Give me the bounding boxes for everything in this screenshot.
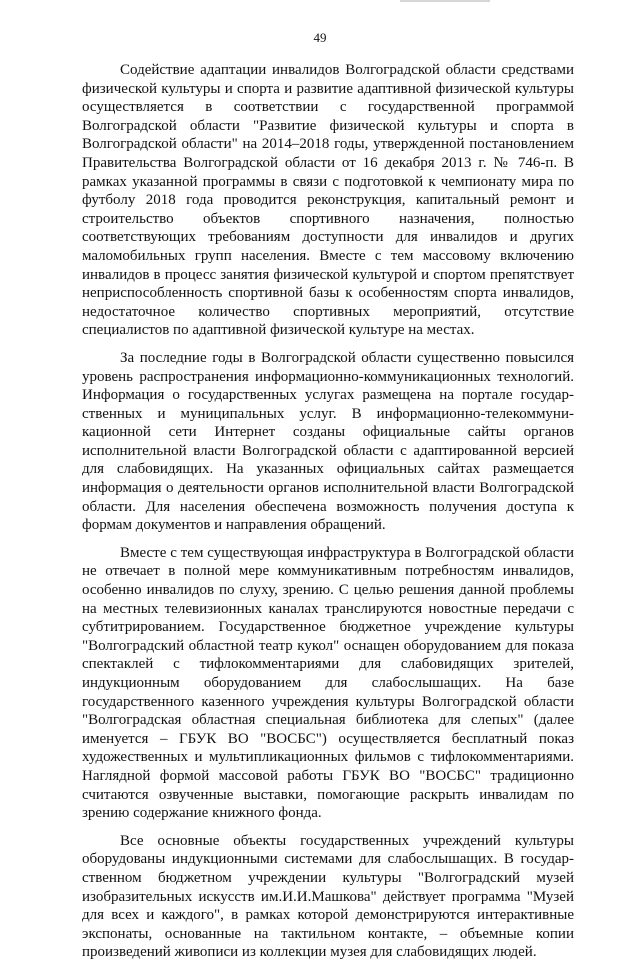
document-body [82, 61, 574, 962]
paragraph-culture-institutions: Все основные объекты государственных учреждений культуры оборудованы индукционными системами для слабослышащих. В государственном бюджетном учреждении культуры "Волгоградский музей изобразительных искусств им.И.И.Машкова" действует программа "Музей для всех и каждого", в рамках которой демонстрируются интерактивные экспонаты, основанные на тактильном контакте, – объемные копии произведений живописи из коллекции музея для слабовидящих людей. [82, 832, 574, 961]
paragraph-gap [82, 823, 574, 832]
scan-edge-mark [400, 0, 490, 2]
paragraph-gap [82, 340, 574, 349]
paragraph-sport-adaptation: Содействие адаптации инвалидов Волгоградской области средствами физической культуры и спорта и развитие адаптивной физической культуры осуществляется в соответствии с государственной программой Волгоградской области "Развитие физической культуры и спорта в Волгоградской области" на 2014–2018 годы, утвержденной постановлением Правительства Волгоградской области от 16 декабря 2013 г. № 746-п. В рамках указанной программы в связи с подготовкой к чемпионату мира по футболу 2018 года проводится реконструкция, капитальный ремонт и строительство объектов спортивного назначения, полностью соответствующих требованиям доступности для инвалидов и других маломобильных групп населения. Вместе с тем массовому включению инвалидов в процесс занятия физической культурой и спортом препятствует неприспособленность спортивной базы к особенностям спорта инвалидов, недостаточное количество спортивных мероприятий, отсутствие специалистов по адаптивной физической культуре на местах. [82, 62, 574, 339]
page-number: 49 [313, 30, 327, 45]
paragraph-communication-infrastructure: Вместе с тем существующая инфраструктура в Волгоградской области не отвечает в полной мере коммуникативным потребностям инвалидов, особенно инвалидов по слуху, зрению. С целью решения данной проблемы на местных телевизионных каналах транслируются новостные передачи с субтитрированием. Государственное бюджетное учреждение культуры "Волгоградский областной театр кукол" оснащен оборудованием для показа спектаклей с тифлокомментариями для слабовидящих зрителей, индукционным оборудованием для слабослышащих. На базе государственного казенного учреждения культуры Волгоградской области "Волгоградская областная специальная библиотека для слепых" (далее именуется – ГБУК ВО "ВОСБС") осуществляется бесплатный показ художественных и мультипликационных фильмов с тифлокомментариями. Наглядной формой массовой работы ГБУК ВО "ВОСБС" традиционно считаются озвученные выставки, помогающие раскрыть инвалидам по зрению содержание книжного фонда. [82, 544, 574, 822]
paragraph-ict-access: За последние годы в Волгоградской области существенно повысился уровень распространения информационно-коммуникационных технологий. Информация о государственных услугах размещена на портале государственных и муниципальных услуг. В информационно-телекоммуникационной сети Интернет созданы официальные сайты органов исполнительной власти Волгоградской области с адаптированной версией для слабовидящих. На указанных официальных сайтах размещается информация о деятельности органов исполнительной власти Волгоградской области. Для населения обеспечена возможность получения доступа к формам документов и направления обращений. [82, 349, 574, 534]
paragraph-gap [82, 535, 574, 544]
